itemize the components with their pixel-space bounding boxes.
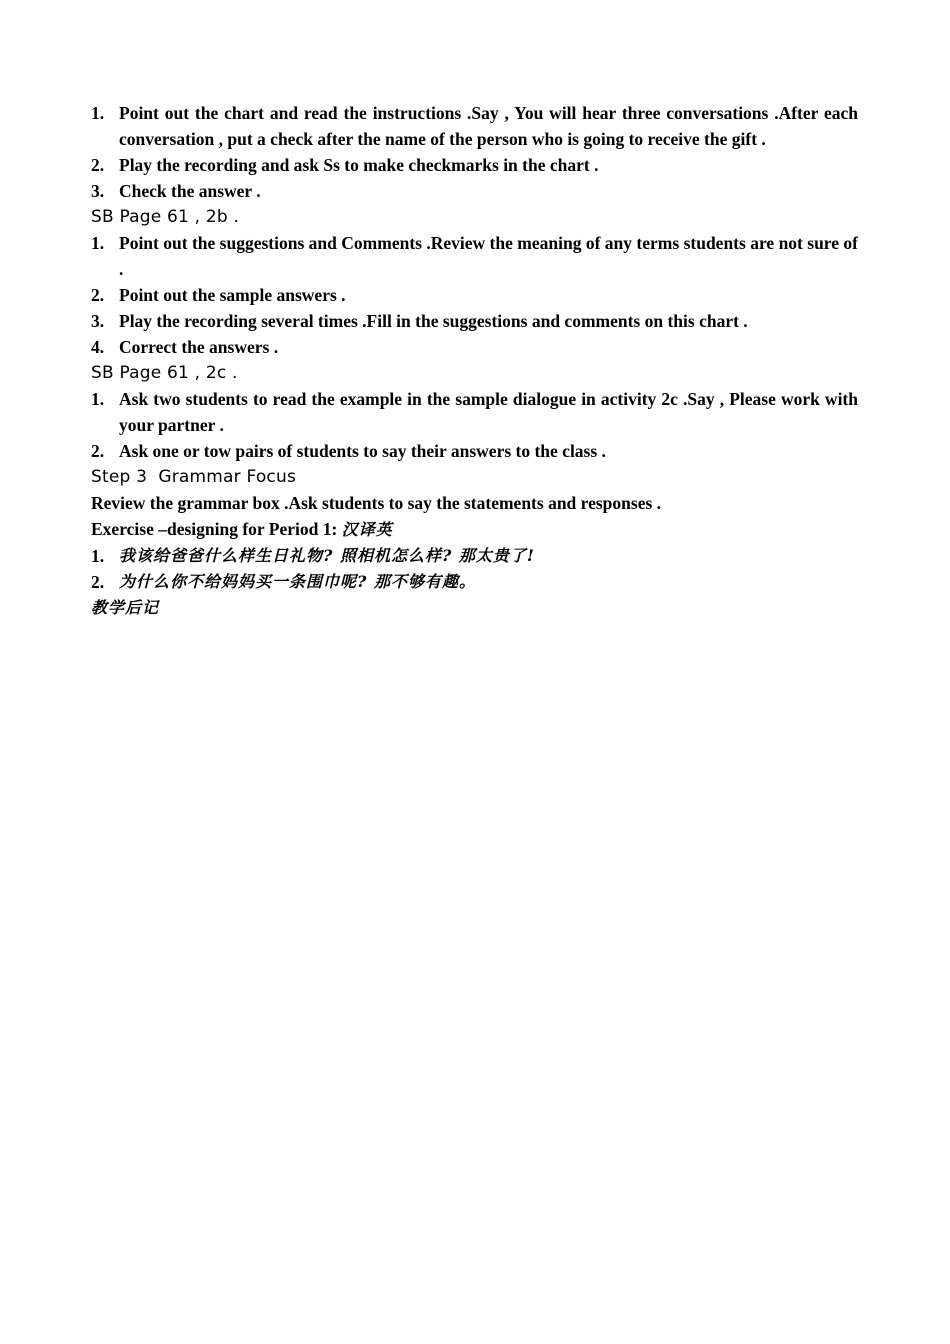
list-number: 3. <box>91 311 105 331</box>
list-item <box>91 152 858 178</box>
list-text: 为什么你不给妈妈买一条围巾呢? 那不够有趣。 <box>119 572 476 591</box>
list-item <box>91 334 858 360</box>
list-item <box>91 100 858 152</box>
list-number: 2. <box>91 285 105 305</box>
list-text: Check the answer . <box>119 181 261 201</box>
exercise-heading <box>91 516 858 543</box>
list-item <box>91 282 858 308</box>
section-heading-step3: Step 3 Grammar Focus <box>91 467 296 487</box>
section-heading-2b: SB Page 61 , 2b . <box>91 207 240 227</box>
review-paragraph: Review the grammar box .Ask students to say the statements and responses . <box>91 493 662 513</box>
list-text: Correct the answers . <box>119 337 279 357</box>
list-number: 1. <box>91 233 105 253</box>
list-item <box>91 308 858 334</box>
list-number: 1. <box>91 389 105 409</box>
section-heading-2c: SB Page 61 , 2c . <box>91 363 238 383</box>
list-number: 2. <box>91 441 105 461</box>
list-number: 4. <box>91 337 105 357</box>
list-number: 1. <box>91 103 105 123</box>
list-item <box>91 569 858 595</box>
list-text: Point out the sample answers . <box>119 285 346 305</box>
list-text: Play the recording and ask Ss to make checkmarks in the chart . <box>119 155 599 175</box>
list-item <box>91 438 858 464</box>
list-item <box>91 178 858 204</box>
list-number: 2. <box>91 155 105 175</box>
list-item <box>91 386 858 438</box>
list-number: 1. <box>91 546 105 566</box>
list-text: Point out the suggestions and Comments .Review the meaning of any terms students are not sure of . <box>119 233 858 279</box>
document-body <box>91 100 858 621</box>
list-text: Point out the chart and read the instructions .Say , You will hear three conversations .After each conversation , put a check after the name of the person who is going to receive the gift . <box>119 103 858 149</box>
exercise-label-cn: 汉译英 <box>341 520 393 539</box>
list-item <box>91 543 858 569</box>
afterword-heading: 教学后记 <box>91 598 160 617</box>
list-text: Play the recording several times .Fill in the suggestions and comments on this chart . <box>119 311 748 331</box>
exercise-label: Exercise –designing for Period 1: <box>91 519 342 539</box>
list-number: 2. <box>91 572 105 592</box>
list-text: Ask two students to read the example in the sample dialogue in activity 2c .Say , Please work with your partner . <box>119 389 858 435</box>
list-text: 我该给爸爸什么样生日礼物? 照相机怎么样? 那太贵了! <box>119 546 535 565</box>
list-text: Ask one or tow pairs of students to say their answers to the class . <box>119 441 606 461</box>
list-item <box>91 230 858 282</box>
list-number: 3. <box>91 181 105 201</box>
